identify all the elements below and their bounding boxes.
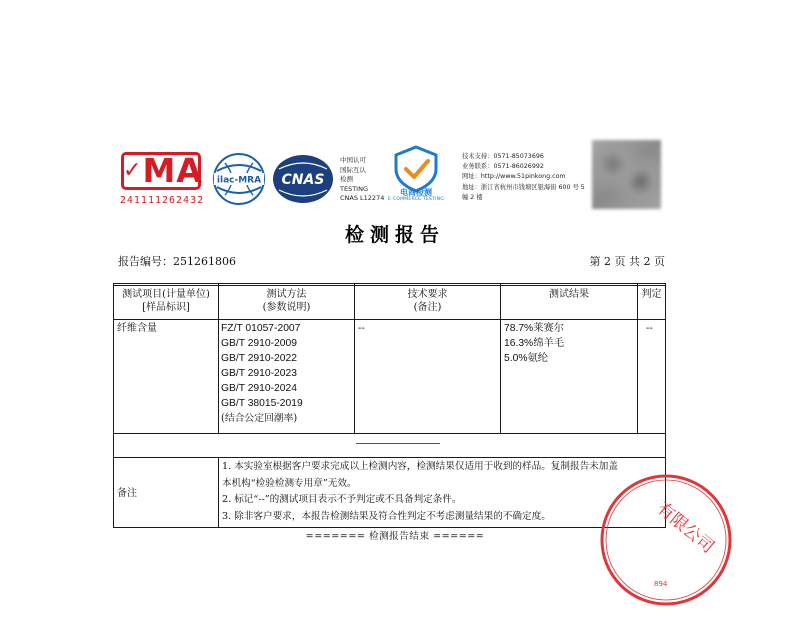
cell-requirement: -- [358, 323, 365, 334]
company-seal-stamp [596, 470, 736, 610]
cnas-logo [271, 153, 335, 205]
header-item: 测试项目(计量单位) [样品标识] [122, 289, 210, 313]
report-end-mark: ======= 检测报告结束 ====== [305, 531, 485, 542]
cell-verdict: -- [646, 323, 653, 334]
cma-logo: ✓MA [123, 151, 203, 190]
cell-item: 纤维含量 [117, 323, 157, 334]
ecommerce-label: 电商检测 [400, 188, 432, 197]
contact-info [462, 152, 585, 203]
seal-text: 有限公司 [652, 498, 718, 558]
spacer-line [356, 443, 440, 444]
seal-code: 894 [654, 580, 668, 588]
report-number: 报告编号：251261806 [118, 255, 236, 268]
remarks-label: 备注 [117, 488, 137, 499]
cell-results: 78.7%莱赛尔 16.3%绵羊毛 5.0%氨纶 [504, 323, 565, 364]
address-cont: 幢 2 楼 [462, 193, 483, 201]
business-phone: 业务联系：0571-86026992 [462, 163, 544, 171]
address: 地址：浙江省杭州市钱塘区银海街 600 号 5 [462, 183, 585, 191]
cnas-accreditation-text: 中国认可 国际互认 检测 TESTING CNAS L12274 [340, 156, 385, 203]
cell-methods: FZ/T 01057-2007 GB/T 2910-2009 GB/T 2910-2022 GB/T 2910-2023 GB/T 2910-2024 GB/T 38015-2019 (结合公定回潮率) [221, 323, 303, 424]
results-table [113, 283, 666, 528]
header-result: 测试结果 [549, 289, 589, 300]
remarks-text: 1. 本实验室根据客户要求完成以上检测内容，检测结果仅适用于收到的样品。复制报告未加盖 本机构“检验检测专用章”无效。 2. 标记“--”的测试项目表示不予判定或不具备判定条件。 3. 除非客户要求，本报告检测结果及符合性判定不考虑测量结果的不确定度。 [222, 461, 618, 522]
header-requirement: 技术要求 (备注) [407, 289, 448, 313]
website: 网址：http://www.51pinkong.com [462, 173, 566, 181]
ecommerce-sub: E-COMMERCE TESTING [387, 197, 445, 202]
report-title: 检测报告 [344, 224, 445, 246]
ilac-mra-logo [211, 151, 267, 207]
header-method: 测试方法 (参数说明) [262, 289, 311, 313]
page-info: 第 2 页 共 2 页 [589, 255, 665, 268]
header-verdict: 判定 [641, 289, 662, 300]
cma-number: 241111262432 [119, 195, 205, 206]
support-phone: 技术支持：0571-85073696 [462, 153, 544, 160]
ilac-text: ilac-MRA [216, 175, 262, 186]
cnas-text: CNAS [281, 172, 325, 188]
qr-code-blurred [592, 140, 661, 209]
